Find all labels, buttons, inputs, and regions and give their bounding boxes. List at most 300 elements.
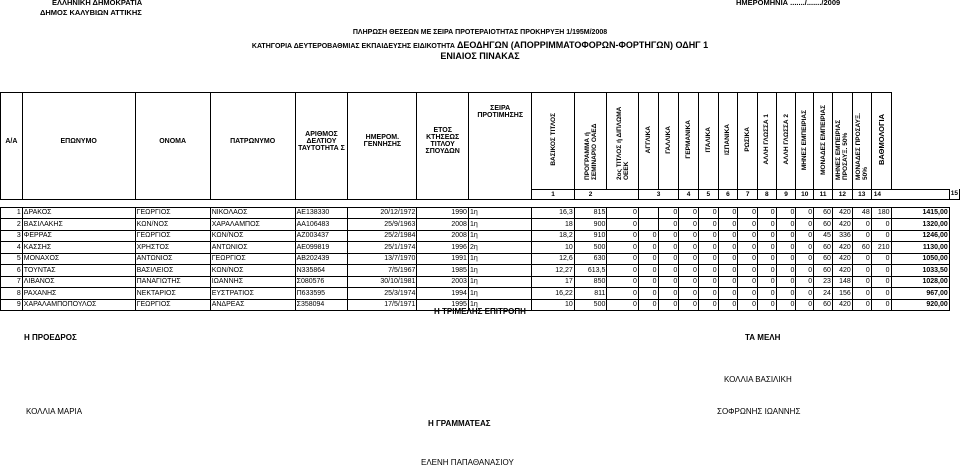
table-cell: 0 xyxy=(776,265,796,277)
table-cell: 0 xyxy=(698,276,718,288)
table-cell: 0 xyxy=(871,219,891,231)
table-cell: 0 xyxy=(796,253,814,265)
table-cell: 420 xyxy=(832,253,852,265)
col-other-lang1-h xyxy=(757,93,776,190)
col-units-50-h xyxy=(852,93,871,190)
table-cell: 0 xyxy=(738,276,758,288)
col-russian: ΡΩΣΙΚΑ xyxy=(744,127,752,153)
table-cell: 900 xyxy=(574,219,607,231)
table-cell: 1995 xyxy=(417,299,469,311)
table-cell: ΚΩΝ/ΝΟΣ xyxy=(210,265,295,277)
member2-name: ΣΟΦΡΩΝΗΣ ΙΩΑΝΝΗΣ xyxy=(717,407,801,416)
table-cell: ΑΝΤΩΝΙΟΣ xyxy=(210,242,295,254)
table-cell: 0 xyxy=(776,253,796,265)
table-cell: 0 xyxy=(698,299,718,311)
table-cell: 148 xyxy=(832,276,852,288)
table-cell: ΧΑΡΑΛΑΜΠΟΠΟΥΛΟΣ xyxy=(22,299,135,311)
table-cell: 156 xyxy=(832,288,852,300)
col-second-title: 2ος ΤΙΤΛΟΣ ή ΔΙΠΛΩΜΑ ΟΕΕΚ xyxy=(615,106,630,180)
col-spanish: ΙΣΠΑΝΙΚΑ xyxy=(724,124,732,156)
table-cell: 0 xyxy=(698,265,718,277)
title-line-1: ΠΛΗΡΩΣΗ ΘΕΣΕΩΝ ΜΕ ΣΕΙΡΑ ΠΡΟΤΕΡΑΙΟΤΗΤΑΣ ΠΡΟΚΗΡΥΞΗ 1/195Μ/2008 xyxy=(352,29,608,36)
table-cell: 910 xyxy=(574,230,607,242)
table-cell: ΝΙΚΟΛΑΟΣ xyxy=(210,207,295,219)
col-french-h xyxy=(658,93,679,190)
table-cell: 0 xyxy=(718,253,738,265)
president-title: Η ΠΡΟΕΔΡΟΣ xyxy=(24,333,77,342)
col-score: ΒΑΘΜΟΛΟΓΙΑ xyxy=(876,114,886,166)
table-cell: 1η xyxy=(468,276,532,288)
table-cell: 0 xyxy=(698,230,718,242)
table-cell: 0 xyxy=(738,207,758,219)
col-english-h xyxy=(638,93,658,190)
table-cell: 1η xyxy=(468,265,532,277)
table-cell: 0 xyxy=(607,276,639,288)
table-cell: 7/5/1967 xyxy=(348,265,417,277)
table-cell: 1985 xyxy=(417,265,469,277)
table-row xyxy=(1,230,960,242)
specialty-label: ΔΕΟΔΗΓΩΝ (ΑΠΟΡΡΙΜΜΑΤΟΦΟΡΩΝ-ΦΟΡΤΗΓΩΝ) ΟΔΗΓ 1 xyxy=(456,40,709,50)
table-cell: 0 xyxy=(718,288,738,300)
col-number: 12 xyxy=(832,189,852,199)
table-cell: 336 xyxy=(832,230,852,242)
table-cell: 1η xyxy=(468,219,532,231)
table-cell: ΑΝΔΡΕΑΣ xyxy=(210,299,295,311)
table-cell: 6 xyxy=(1,265,23,277)
col-other-lang1: ΑΛΛΗ ΓΛΩΣΣΑ 1 xyxy=(763,114,771,166)
title-line-3: ΕΝΙΑΙΟΣ ΠΙΝΑΚΑΣ xyxy=(440,51,520,61)
table-cell: 0 xyxy=(698,242,718,254)
col-number: 14 xyxy=(871,189,949,199)
table-cell: 60 xyxy=(814,299,833,311)
table-cell: Σ080576 xyxy=(295,276,348,288)
table-cell: 0 xyxy=(607,219,639,231)
table-cell: 1η xyxy=(468,288,532,300)
table-cell: 0 xyxy=(679,219,699,231)
table-cell: ΤΟΥΝΤΑΣ xyxy=(22,265,135,277)
table-cell: 17 xyxy=(532,276,574,288)
table-cell: 23 xyxy=(814,276,833,288)
table-cell: ΑΕ138330 xyxy=(295,207,348,219)
table-cell: 0 xyxy=(607,265,639,277)
table-row xyxy=(1,253,960,265)
col-number: 1 xyxy=(532,189,574,199)
table-cell: ΚΩΝ/ΝΟΣ xyxy=(135,219,210,231)
table-cell: 2008 xyxy=(417,230,469,242)
score-cell: 1028,00 xyxy=(891,276,949,288)
score-cell: 920,00 xyxy=(891,299,949,311)
table-cell: 25/3/1974 xyxy=(348,288,417,300)
table-cell: 0 xyxy=(871,253,891,265)
col-birth: ΗΜΕΡΟΜ. ΓΕΝΝΗΣΗΣ xyxy=(348,93,417,190)
table-cell: 1η xyxy=(468,299,532,311)
col-other-lang2: ΑΛΛΗ ΓΛΩΣΣΑ 2 xyxy=(782,114,790,166)
table-cell: 850 xyxy=(574,276,607,288)
table-cell: 0 xyxy=(718,219,738,231)
table-cell: 9 xyxy=(1,299,23,311)
col-basic-title: ΒΑΣΙΚΟΣ ΤΙΤΛΟΣ xyxy=(549,113,557,167)
col-german-h xyxy=(679,93,699,190)
table-cell: 16,22 xyxy=(532,288,574,300)
score-cell: 1033,50 xyxy=(891,265,949,277)
table-cell: 0 xyxy=(679,253,699,265)
col-german: ΓΕΡΜΑΝΙΚΑ xyxy=(685,120,693,160)
col-units-50: ΜΟΝΑΔΕΣ ΠΡΟΣΑΥΞ. 50% xyxy=(854,112,869,180)
table-cell: 0 xyxy=(658,276,679,288)
table-cell: ΡΑΧΑΝΗΣ xyxy=(22,288,135,300)
table-cell: 1990 xyxy=(417,207,469,219)
table-cell: 18 xyxy=(532,219,574,231)
table-cell: ΑΒ202439 xyxy=(295,253,348,265)
col-other-lang2-h xyxy=(776,93,796,190)
table-cell: 0 xyxy=(718,242,738,254)
table-cell: 0 xyxy=(658,230,679,242)
table-cell: ΜΟΝΑΧΟΣ xyxy=(22,253,135,265)
table-cell: ΔΡΑΚΟΣ xyxy=(22,207,135,219)
table-cell: 4 xyxy=(1,242,23,254)
table-row xyxy=(1,276,960,288)
table-cell: 0 xyxy=(796,299,814,311)
table-cell: 0 xyxy=(796,276,814,288)
col-number: 11 xyxy=(814,189,833,199)
table-cell: 630 xyxy=(574,253,607,265)
table-cell: 16,3 xyxy=(532,207,574,219)
spacer-row xyxy=(1,199,960,207)
table-cell: 0 xyxy=(757,299,776,311)
table-row xyxy=(1,242,960,254)
table-cell: 0 xyxy=(796,242,814,254)
table-cell: 60 xyxy=(814,265,833,277)
table-cell: 0 xyxy=(679,288,699,300)
score-cell: 1246,00 xyxy=(891,230,949,242)
col-number: 4 xyxy=(679,189,699,199)
col-aa: Α/Α xyxy=(1,93,23,190)
col-number: 10 xyxy=(796,189,814,199)
table-cell: 0 xyxy=(852,230,871,242)
table-cell: 0 xyxy=(796,288,814,300)
table-cell: 420 xyxy=(832,265,852,277)
table-cell: 0 xyxy=(607,230,639,242)
table-cell: 0 xyxy=(718,230,738,242)
title-line-2 xyxy=(0,40,960,50)
table-cell: ΚΩΝ/ΝΟΣ xyxy=(210,230,295,242)
table-cell: 60 xyxy=(814,253,833,265)
table-cell: ΓΕΩΡΓΙΟΣ xyxy=(135,207,210,219)
col-italian-h xyxy=(698,93,718,190)
date-label: ΗΜΕΡΟΜΗΝΙΑ ......./......./2009 xyxy=(736,0,841,7)
table-cell: ΑΕ099819 xyxy=(295,242,348,254)
table-body xyxy=(1,207,960,311)
col-french: ΓΑΛΛΙΚΑ xyxy=(664,125,672,154)
col-father: ΠΑΤΡΩΝΥΜΟ xyxy=(210,93,295,190)
table-cell: 0 xyxy=(796,230,814,242)
table-cell: ΓΕΩΡΓΙΟΣ xyxy=(210,253,295,265)
table-cell: 0 xyxy=(776,242,796,254)
table-cell: 2003 xyxy=(417,276,469,288)
table-cell: 0 xyxy=(871,230,891,242)
table-cell xyxy=(638,207,658,219)
table-cell xyxy=(638,219,658,231)
col-spanish-h xyxy=(718,93,738,190)
table-cell: 0 xyxy=(679,242,699,254)
col-number: 2 xyxy=(574,189,638,199)
table-cell: 0 xyxy=(658,207,679,219)
table-cell: 0 xyxy=(796,219,814,231)
table-cell: 0 xyxy=(607,253,639,265)
table-cell: 0 xyxy=(757,253,776,265)
table-cell: Π633595 xyxy=(295,288,348,300)
table-cell: 13/7/1970 xyxy=(348,253,417,265)
table-row xyxy=(1,207,960,219)
table-cell: 60 xyxy=(814,219,833,231)
table-cell: 0 xyxy=(718,276,738,288)
col-surname: ΕΠΩΝΥΜΟ xyxy=(22,93,135,190)
members-title: ΤΑ ΜΕΛΗ xyxy=(745,333,781,342)
table-cell: 0 xyxy=(679,207,699,219)
table-cell: 2η xyxy=(468,242,532,254)
table-cell: 0 xyxy=(871,299,891,311)
table-cell: 0 xyxy=(738,265,758,277)
col-number: 5 xyxy=(698,189,718,199)
table-cell: 0 xyxy=(796,265,814,277)
table-cell: 60 xyxy=(852,242,871,254)
col-exp-months: ΜΗΝΕΣ ΕΜΠΕΙΡΙΑΣ xyxy=(801,109,809,170)
country-label: ΕΛΛΗΝΙΚΗ ΔΗΜΟΚΡΑΤΙΑ xyxy=(52,0,143,7)
table-cell: 0 xyxy=(679,299,699,311)
table-cell: 500 xyxy=(574,299,607,311)
table-cell: 0 xyxy=(607,242,639,254)
table-cell: Ν335864 xyxy=(295,265,348,277)
table-cell: 1991 xyxy=(417,253,469,265)
table-cell: 0 xyxy=(658,288,679,300)
table-cell: 0 xyxy=(658,253,679,265)
col-number: 6 xyxy=(718,189,738,199)
table-cell: 0 xyxy=(718,265,738,277)
table-cell: 500 xyxy=(574,242,607,254)
table-cell: 0 xyxy=(698,253,718,265)
header-row xyxy=(1,93,960,190)
table-cell: 613,5 xyxy=(574,265,607,277)
col-russian-h xyxy=(738,93,758,190)
table-cell: 0 xyxy=(698,207,718,219)
table-cell: 0 xyxy=(852,253,871,265)
table-cell: 30/10/1981 xyxy=(348,276,417,288)
table-cell: ΑΑ106483 xyxy=(295,219,348,231)
table-cell: 1η xyxy=(468,253,532,265)
table-cell: 0 xyxy=(757,276,776,288)
table-cell: 7 xyxy=(1,276,23,288)
table-cell: 0 xyxy=(658,242,679,254)
table-cell: 0 xyxy=(679,265,699,277)
table-cell: 24 xyxy=(814,288,833,300)
table-cell: 0 xyxy=(658,219,679,231)
table-cell: 48 xyxy=(852,207,871,219)
table-cell: 10 xyxy=(532,299,574,311)
col-score-h xyxy=(871,93,891,190)
table-cell: 180 xyxy=(871,207,891,219)
secretary-title: Η ΓΡΑΜΜΑΤΕΑΣ xyxy=(428,419,491,428)
column-number-row xyxy=(1,189,960,199)
table-cell: 12,27 xyxy=(532,265,574,277)
table-cell: 0 xyxy=(718,299,738,311)
table-cell: 0 xyxy=(698,288,718,300)
table-cell: 0 xyxy=(871,288,891,300)
col-oaed: ΠΡΟΓΡΑΜΜΑ ή ΣΕΜΙΝΑΡΙΟ ΟΑΕΔ xyxy=(583,123,598,180)
secretary-name: ΕΛΕΝΗ ΠΑΠΑΘΑΝΑΣΙΟΥ xyxy=(421,458,514,467)
table-cell: 420 xyxy=(832,219,852,231)
score-cell: 1130,00 xyxy=(891,242,949,254)
col-english: ΑΓΓΛΙΚΑ xyxy=(644,126,652,154)
col-number: 3 xyxy=(638,189,678,199)
municipality-label: ΔΗΜΟΣ ΚΑΛΥΒΙΩΝ ΑΤΤΙΚΗΣ xyxy=(40,8,142,17)
table-cell: 0 xyxy=(852,219,871,231)
category-label: ΚΑΤΗΓΟΡΙΑ ΔΕΥΤΕΡΟΒΑΘΜΙΑΣ ΕΚΠΑΙΔΕΥΣΗΣ ΕΙΔΙΚΟΤΗΤΑ xyxy=(251,43,457,50)
table-cell: 12,6 xyxy=(532,253,574,265)
table-cell: ΙΩΑΝΝΗΣ xyxy=(210,276,295,288)
table-cell: 0 xyxy=(757,288,776,300)
table-cell: 0 xyxy=(738,242,758,254)
col-number: 9 xyxy=(776,189,796,199)
col-exp-units-h xyxy=(814,93,833,190)
table-cell: ΑΖ003437 xyxy=(295,230,348,242)
table-cell: 0 xyxy=(776,288,796,300)
col-name: ΟΝΟΜΑ xyxy=(135,93,210,190)
table-cell: 420 xyxy=(832,299,852,311)
table-cell: 0 xyxy=(638,230,658,242)
table-cell: 0 xyxy=(757,230,776,242)
table-cell: 0 xyxy=(738,253,758,265)
table-cell: ΑΝΤΩΝΙΟΣ xyxy=(135,253,210,265)
table-cell: 0 xyxy=(757,207,776,219)
table-cell: 0 xyxy=(776,299,796,311)
table-cell: 60 xyxy=(814,242,833,254)
table-cell: ΦΕΡΡΑΣ xyxy=(22,230,135,242)
table-cell: 0 xyxy=(658,265,679,277)
table-cell: 811 xyxy=(574,288,607,300)
table-cell: 0 xyxy=(638,288,658,300)
table-cell: 420 xyxy=(832,242,852,254)
table-cell: 420 xyxy=(832,207,852,219)
table-cell: ΒΑΣΙΛΕΙΟΣ xyxy=(135,265,210,277)
table-cell: 0 xyxy=(871,276,891,288)
col-exp-months-h xyxy=(796,93,814,190)
table-cell: 0 xyxy=(738,288,758,300)
table-cell: ΧΡΗΣΤΟΣ xyxy=(135,242,210,254)
col-number: 13 xyxy=(852,189,871,199)
col-italian: ΙΤΑΛΙΚΑ xyxy=(704,126,712,153)
table-cell: 210 xyxy=(871,242,891,254)
table-cell: 17/5/1971 xyxy=(348,299,417,311)
table-cell: 3 xyxy=(1,230,23,242)
table-cell: 2 xyxy=(1,219,23,231)
col-number: 7 xyxy=(738,189,758,199)
table-cell: 0 xyxy=(796,207,814,219)
table-cell: ΓΕΩΡΓΙΟΣ xyxy=(135,230,210,242)
table-cell: 0 xyxy=(607,207,639,219)
table-cell: 0 xyxy=(852,276,871,288)
table-cell: 25/2/1984 xyxy=(348,230,417,242)
table-cell: 0 xyxy=(852,288,871,300)
table-cell: 0 xyxy=(738,219,758,231)
table-cell: ΛΙΒΑΝΟΣ xyxy=(22,276,135,288)
table-cell: 45 xyxy=(814,230,833,242)
table-cell: 60 xyxy=(814,207,833,219)
table-cell: 0 xyxy=(638,253,658,265)
table-row xyxy=(1,265,960,277)
col-exp-months-50: ΜΗΝΕΣ ΕΜΠΕΙΡΙΑΣ ΠΡΟΣΑΥΞ. 50% xyxy=(835,119,850,180)
table-cell: 1994 xyxy=(417,288,469,300)
score-cell: 1415,00 xyxy=(891,207,949,219)
table-cell: 815 xyxy=(574,207,607,219)
col-number: 15 xyxy=(950,190,958,198)
ranking-table xyxy=(0,92,960,311)
col-exp-months-50-h xyxy=(832,93,852,190)
table-cell: 0 xyxy=(679,276,699,288)
table-cell: 0 xyxy=(638,276,658,288)
score-cell: 967,00 xyxy=(891,288,949,300)
table-cell: 0 xyxy=(757,265,776,277)
col-year: ΕΤΟΣ ΚΤΗΣΕΩΣ ΤΙΤΛΟΥ ΣΠΟΥΔΩΝ xyxy=(417,93,469,190)
col-exp-units: ΜΟΝΑΔΕΣ ΕΜΠΕΙΡΙΑΣ xyxy=(819,104,827,175)
score-cell: 1050,00 xyxy=(891,253,949,265)
table-cell: 0 xyxy=(607,299,639,311)
table-cell: 0 xyxy=(738,299,758,311)
table-cell: 0 xyxy=(638,299,658,311)
col-id: ΑΡΙΘΜΟΣ ΔΕΛΤΙΟΥ ΤΑΥΤΟΤΗΤΑ Σ xyxy=(295,93,348,190)
table-cell: ΧΑΡΑΛΑΜΠΟΣ xyxy=(210,219,295,231)
col-number: 8 xyxy=(757,189,776,199)
table-cell: 1996 xyxy=(417,242,469,254)
table-cell: 1η xyxy=(468,207,532,219)
table-cell: 0 xyxy=(776,276,796,288)
table-cell: 1 xyxy=(1,207,23,219)
committee-title: Η ΤΡΙΜΕΛΗΣ ΕΠΙΤΡΟΠΗ xyxy=(434,307,526,316)
table-cell: ΕΥΣΤΡΑΤΙΟΣ xyxy=(210,288,295,300)
table-cell: 25/1/1974 xyxy=(348,242,417,254)
col-basic-title-h xyxy=(532,93,574,190)
table-cell: 20/12/1972 xyxy=(348,207,417,219)
table-cell: 0 xyxy=(852,265,871,277)
table-cell: 0 xyxy=(638,242,658,254)
table-cell: ΝΕΚΤΑΡΙΟΣ xyxy=(135,288,210,300)
table-cell: 0 xyxy=(607,288,639,300)
table-cell: 18,2 xyxy=(532,230,574,242)
table-cell: 0 xyxy=(776,207,796,219)
table-cell: 0 xyxy=(776,230,796,242)
col-priority: ΣΕΙΡΑ ΠΡΟΤΙΜΗΣΗΣ xyxy=(468,93,532,190)
col-second-title-h xyxy=(607,93,639,190)
table-cell: 10 xyxy=(532,242,574,254)
table-cell: 0 xyxy=(757,219,776,231)
table-cell: 0 xyxy=(852,299,871,311)
table-cell: 0 xyxy=(776,219,796,231)
table-row xyxy=(1,288,960,300)
table-cell: 0 xyxy=(738,230,758,242)
table-cell: 5 xyxy=(1,253,23,265)
table-cell: 0 xyxy=(658,299,679,311)
score-cell: 1320,00 xyxy=(891,219,949,231)
table-cell: ΓΕΩΡΓΙΟΣ xyxy=(135,299,210,311)
table-cell: ΚΑΣΣΗΣ xyxy=(22,242,135,254)
table-cell: 8 xyxy=(1,288,23,300)
table-cell: 1η xyxy=(468,230,532,242)
table-cell: 0 xyxy=(638,265,658,277)
table-cell: ΠΑΝΑΓΙΩΤΗΣ xyxy=(135,276,210,288)
table-row xyxy=(1,219,960,231)
table-cell: 0 xyxy=(698,219,718,231)
col-oaed-h xyxy=(574,93,607,190)
member1-name: ΚΟΛΛΙΑ ΒΑΣΙΛΙΚΗ xyxy=(724,375,792,384)
